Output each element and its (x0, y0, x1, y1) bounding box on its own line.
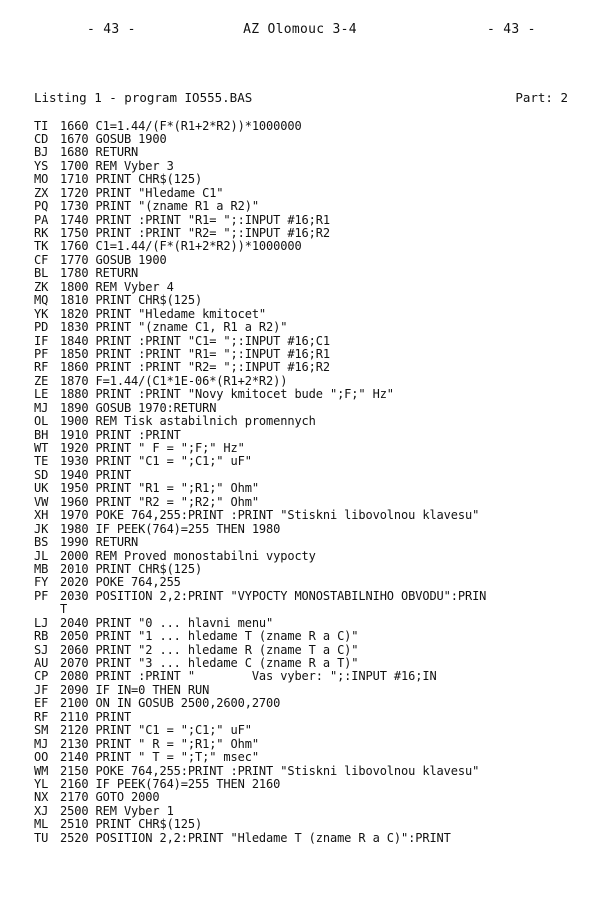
code-line (34, 402, 600, 415)
line-checksum: OL (34, 414, 49, 429)
line-checksum: RB (34, 629, 49, 644)
code-line (34, 630, 600, 643)
line-code: 1850 PRINT :PRINT "R1= ";:INPUT #16;R1 (60, 346, 330, 361)
code-line (34, 805, 600, 818)
line-checksum: YS (34, 158, 49, 173)
code-line (34, 348, 600, 361)
line-code: 1740 PRINT :PRINT "R1= ";:INPUT #16;R1 (60, 212, 330, 227)
line-code: 1920 PRINT " F = ";F;" Hz" (60, 441, 245, 455)
line-checksum: NX (34, 790, 49, 805)
code-line (34, 254, 600, 267)
line-code: 1830 PRINT "(zname C1, R1 a R2)" (60, 320, 288, 335)
code-line (34, 442, 600, 455)
listing-title: Listing 1 - program IO555.BAS (34, 90, 253, 105)
line-checksum: WT (34, 441, 49, 455)
line-checksum: PA (34, 212, 49, 227)
line-code: 1810 PRINT CHR$(125) (60, 293, 203, 308)
line-code: 2100 ON IN GOSUB 2500,2600,2700 (60, 696, 281, 711)
code-line (34, 200, 600, 213)
line-checksum: ZE (34, 373, 49, 388)
line-checksum: LE (34, 387, 49, 402)
line-code: 2000 REM Proved monostabilni vypocty (60, 548, 316, 563)
line-code: 2060 PRINT "2 ... hledame R (zname T a C)" (60, 642, 359, 657)
line-checksum: ML (34, 817, 49, 832)
line-checksum: EF (34, 696, 49, 711)
line-code: 2070 PRINT "3 ... hledame C (zname R a T)" (60, 656, 359, 670)
code-line (34, 536, 600, 549)
line-checksum: FY (34, 575, 49, 590)
line-checksum: RF (34, 709, 49, 724)
line-code: 2050 PRINT "1 ... hledame T (zname R a C)" (60, 629, 359, 644)
code-line (34, 281, 600, 294)
line-code: 1670 GOSUB 1900 (60, 131, 167, 146)
code-line (34, 590, 600, 603)
code-line (34, 765, 600, 778)
line-checksum: BS (34, 535, 49, 550)
line-code: 1880 PRINT :PRINT "Novy kmitocet bude ";F;" Hz" (60, 387, 394, 402)
line-checksum: OO (34, 750, 49, 765)
code-line (34, 778, 600, 791)
line-checksum: TE (34, 454, 49, 469)
line-code: 1950 PRINT "R1 = ";R1;" Ohm" (60, 481, 259, 496)
code-line (34, 146, 600, 159)
line-checksum: BL (34, 266, 49, 281)
line-code: 1940 PRINT (60, 467, 132, 482)
line-code: 1970 POKE 764,255:PRINT :PRINT "Stiskni libovolnou klavesu" (60, 508, 480, 523)
code-line (34, 550, 600, 563)
listing-header (34, 90, 568, 108)
page-title: AZ Olomouc 3-4 (243, 22, 357, 37)
line-checksum: PF (34, 346, 49, 361)
line-code: 1900 REM Tisk astabilnich promennych (60, 414, 316, 429)
code-line (34, 509, 600, 522)
code-line (34, 308, 600, 321)
line-code: 2110 PRINT (60, 709, 132, 724)
line-code: 1720 PRINT "Hledame C1" (60, 185, 224, 200)
code-line (34, 523, 600, 536)
line-checksum: IF (34, 333, 49, 348)
line-code: 2040 PRINT "0 ... hlavni menu" (60, 615, 274, 630)
line-code: 1910 PRINT :PRINT (60, 427, 181, 442)
code-line (34, 187, 600, 200)
line-checksum: VW (34, 494, 49, 509)
line-code: 1820 PRINT "Hledame kmitocet" (60, 306, 267, 321)
line-checksum: LJ (34, 615, 49, 630)
line-checksum: AU (34, 656, 49, 670)
line-code: 1730 PRINT "(zname R1 a R2)" (60, 199, 259, 214)
line-checksum: XH (34, 508, 49, 523)
code-line (34, 214, 600, 227)
line-checksum: CD (34, 131, 49, 146)
line-checksum: CP (34, 669, 49, 684)
line-checksum: ZX (34, 185, 49, 200)
code-line (34, 738, 600, 751)
line-checksum: JK (34, 521, 49, 536)
line-code: 2130 PRINT " R = ";R1;" Ohm" (60, 736, 259, 751)
page-number-left: - 43 - (87, 22, 136, 37)
line-code: 1680 RETURN (60, 145, 139, 160)
line-checksum: PF (34, 588, 49, 603)
line-code: 1710 PRINT CHR$(125) (60, 172, 203, 187)
line-checksum: SD (34, 467, 49, 482)
line-code: 2010 PRINT CHR$(125) (60, 561, 203, 576)
line-code: 2520 POSITION 2,2:PRINT "Hledame T (zname R a C)":PRINT (60, 830, 451, 845)
code-line (34, 684, 600, 697)
line-checksum: MO (34, 172, 49, 187)
line-code: 2020 POKE 764,255 (60, 575, 181, 590)
code-line (34, 294, 600, 307)
code-line (34, 724, 600, 737)
line-checksum: WM (34, 763, 49, 778)
line-checksum: BH (34, 427, 49, 442)
code-line (34, 415, 600, 428)
line-code: 1860 PRINT :PRINT "R2= ";:INPUT #16;R2 (60, 360, 330, 375)
code-line (34, 617, 600, 630)
code-line (34, 496, 600, 509)
code-line (34, 321, 600, 334)
code-line (34, 657, 600, 670)
code-line (34, 361, 600, 374)
code-line (34, 388, 600, 401)
line-code: 1840 PRINT :PRINT "C1= ";:INPUT #16;C1 (60, 333, 330, 348)
line-code: 1660 C1=1.44/(F*(R1+2*R2))*1000000 (60, 118, 302, 133)
line-checksum: PD (34, 320, 49, 335)
code-line (34, 469, 600, 482)
line-code: 2080 PRINT :PRINT " Vas vyber: ";:INPUT #16;IN (60, 669, 437, 684)
part-label: Part: 2 (515, 90, 568, 105)
code-line (34, 644, 600, 657)
line-checksum: MJ (34, 400, 49, 415)
line-code: 1700 REM Vyber 3 (60, 158, 174, 173)
line-code: T (60, 602, 68, 617)
line-checksum: SM (34, 723, 49, 738)
line-checksum: MQ (34, 293, 49, 308)
line-checksum: BJ (34, 145, 49, 160)
code-line (34, 697, 600, 710)
line-code: 2510 PRINT CHR$(125) (60, 817, 203, 832)
code-line (34, 120, 600, 133)
line-code: 1780 RETURN (60, 266, 139, 281)
line-checksum: ZK (34, 279, 49, 294)
line-checksum: TI (34, 118, 49, 133)
line-code: 1960 PRINT "R2 = ";R2;" Ohm" (60, 494, 259, 509)
line-code: 1750 PRINT :PRINT "R2= ";:INPUT #16;R2 (60, 226, 330, 240)
line-code: 2170 GOTO 2000 (60, 790, 160, 805)
line-code: 2150 POKE 764,255:PRINT :PRINT "Stiskni libovolnou klavesu" (60, 763, 480, 778)
code-line (34, 133, 600, 146)
line-code: 2120 PRINT "C1 = ";C1;" uF" (60, 723, 252, 738)
line-checksum: JL (34, 548, 49, 563)
line-checksum: XJ (34, 803, 49, 818)
line-code: 2500 REM Vyber 1 (60, 803, 174, 818)
code-line (34, 751, 600, 764)
code-line (34, 267, 600, 280)
line-checksum: PQ (34, 199, 49, 214)
page-header (0, 22, 600, 42)
code-listing (34, 120, 600, 846)
code-line (34, 832, 600, 845)
line-code: 1800 REM Vyber 4 (60, 279, 174, 294)
code-line-continuation (34, 603, 600, 616)
code-line (34, 818, 600, 831)
code-line (34, 173, 600, 186)
line-checksum: TK (34, 239, 49, 254)
code-line (34, 240, 600, 253)
code-line (34, 576, 600, 589)
line-checksum: SJ (34, 642, 49, 657)
line-code: 2090 IF IN=0 THEN RUN (60, 682, 210, 697)
line-code: 1930 PRINT "C1 = ";C1;" uF" (60, 454, 252, 469)
code-line (34, 482, 600, 495)
line-checksum: YK (34, 306, 49, 321)
line-checksum: MB (34, 561, 49, 576)
page-number-right: - 43 - (487, 22, 536, 37)
line-checksum: RK (34, 226, 49, 240)
code-line (34, 375, 600, 388)
line-code: 1980 IF PEEK(764)=255 THEN 1980 (60, 521, 281, 536)
code-line (34, 335, 600, 348)
code-line (34, 563, 600, 576)
line-code: 2140 PRINT " T = ";T;" msec" (60, 750, 259, 765)
line-checksum: TU (34, 830, 49, 845)
line-code: 1990 RETURN (60, 535, 139, 550)
line-code: 2030 POSITION 2,2:PRINT "VYPOCTY MONOSTABILNIHO OBVODU":PRIN (60, 588, 487, 603)
code-line (34, 791, 600, 804)
line-code: 2160 IF PEEK(764)=255 THEN 2160 (60, 776, 281, 791)
line-checksum: UK (34, 481, 49, 496)
line-checksum: YL (34, 776, 49, 791)
code-line (34, 455, 600, 468)
code-line (34, 429, 600, 442)
line-code: 1870 F=1.44/(C1*1E-06*(R1+2*R2)) (60, 373, 288, 388)
code-line (34, 711, 600, 724)
line-checksum: JF (34, 682, 49, 697)
line-checksum: RF (34, 360, 49, 375)
code-line (34, 670, 600, 683)
line-code: 1770 GOSUB 1900 (60, 252, 167, 267)
line-checksum: MJ (34, 736, 49, 751)
line-code: 1760 C1=1.44/(F*(R1+2*R2))*1000000 (60, 239, 302, 254)
line-checksum: CF (34, 252, 49, 267)
line-code: 1890 GOSUB 1970:RETURN (60, 400, 217, 415)
code-line (34, 160, 600, 173)
code-line (34, 227, 600, 240)
